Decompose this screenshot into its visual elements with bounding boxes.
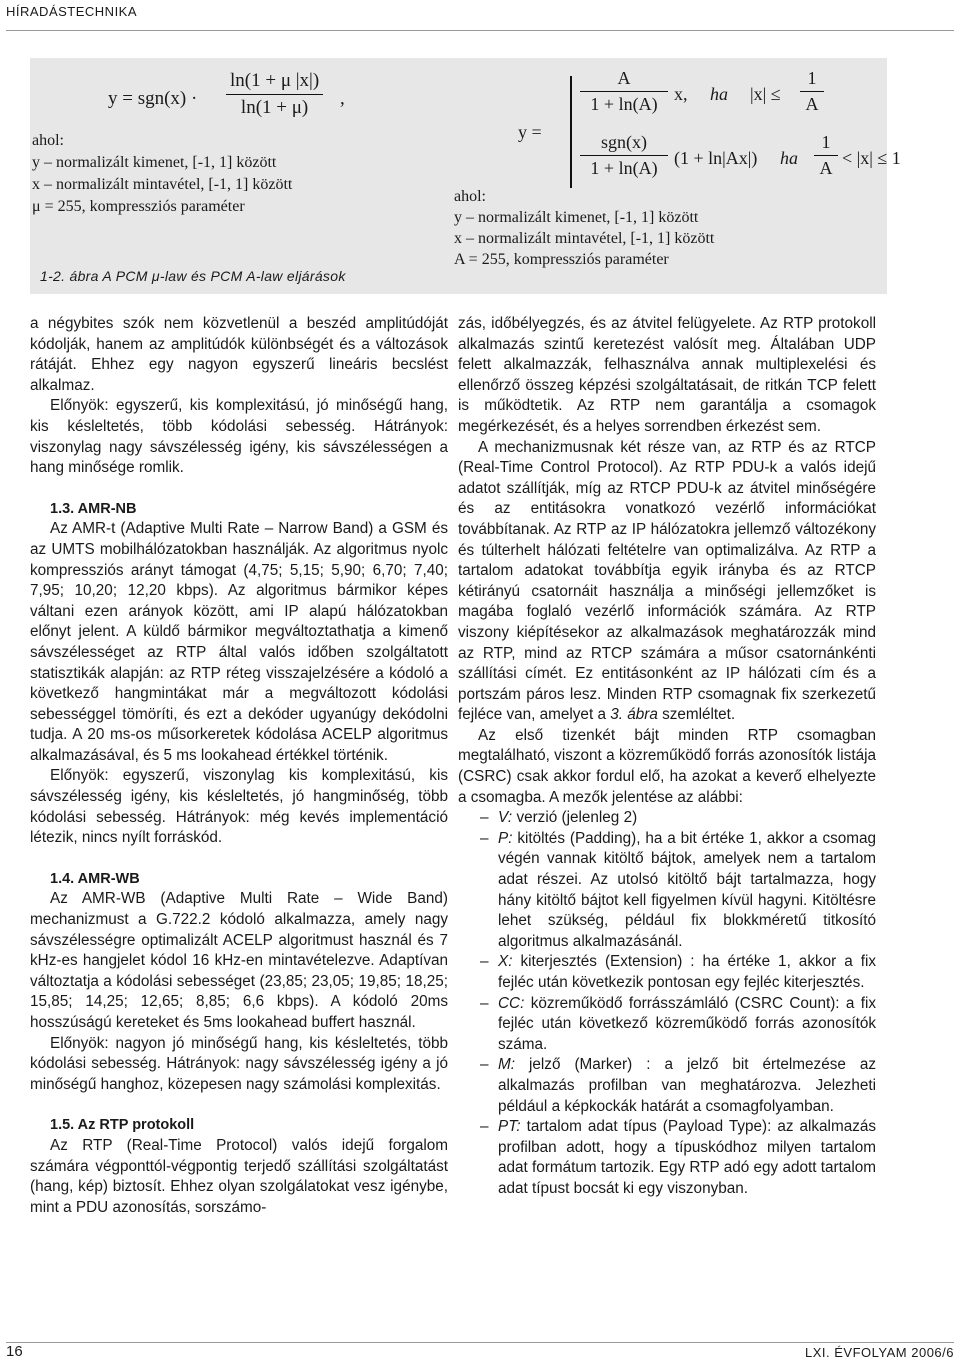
field-text: verzió (jelenleg 2) <box>516 809 638 827</box>
field-key: M: <box>498 1056 515 1074</box>
mu-law-lhs: y = sgn(x) · <box>108 88 198 109</box>
left-column <box>30 314 448 1218</box>
page-header <box>6 0 954 31</box>
case1-numerator: A <box>617 68 631 88</box>
right-column <box>458 314 876 1200</box>
legend-line: y – normalizált kimenet, [-1, 1] között <box>454 209 699 226</box>
field-key: PT: <box>498 1118 521 1136</box>
case2-expr: (1 + ln|Ax|) <box>674 148 758 168</box>
case2-condition: < |x| ≤ 1 <box>842 148 901 168</box>
field-key: V: <box>498 809 513 827</box>
field-text: kiterjesztés (Extension) : ha értéke 1, akkor a fix fejléc után következik pontosan egy fejléc kiterjesztés. <box>498 953 877 991</box>
paragraph: a négybites szók nem közvetlenül a beszéd amplitúdóját kódolják, hanem az amplitúdók különbségét és a változások rátáját. Ehhez egy nagyon egyszerű lineáris becslést alkalmaz. <box>30 315 448 394</box>
bound-denominator: A <box>805 94 819 114</box>
list-item: – CC: közreműködő forrásszámláló (CSRC Count): a fix fejléc után következő közreműködő forrás azonosítók száma. <box>480 994 876 1053</box>
legend-where: ahol: <box>454 188 486 205</box>
lower-denominator: A <box>819 158 833 178</box>
case1-condition: |x| ≤ <box>750 84 781 104</box>
paragraph: Előnyök: egyszerű, kis komplexitású, jó minőségű hang, kis késleltetés, több kódolási sebesség. Hátrányok: viszonylag nagy sávszélesség igény, kis sávszélességen a hang minősége romlik. <box>30 397 448 477</box>
footer-rule <box>6 1342 954 1343</box>
paragraph: Az AMR-WB (Adaptive Multi Rate – Wide Band) mechanizmust a G.722.2 kódoló alkalmazza, amely nagy sávszélességre optimalizált ACELP algoritmust használ és 7 kHz-es hangjelet kódol 16 kHz-en mintavételezve. Adaptívan változtatja a kódolási sebességet (23,85; 23,05; 19,85; 18,25; 15,85; 14,25; 12,65; 8,85; 6,6 kbps). A kódoló 20ms hosszúságú kereteket és 5ms lookahead buffert használ. <box>30 890 448 1031</box>
legend-line: x – normalizált mintavétel, [-1, 1] között <box>32 176 293 193</box>
field-text: tartalom adat típus (Payload Type): az alkalmazás profilban adott, hogy a típuskódhoz milyen tartalom adat formátum tartozik. Egy RTP adó egy adott tartalom adat típust bocsát ki egy viszonyban. <box>498 1118 877 1197</box>
journal-title: HÍRADÁSTECHNIKA <box>6 4 138 19</box>
paragraph-text: szemléltet. <box>662 706 736 724</box>
a-law-legend <box>454 186 714 270</box>
case1-denominator: 1 + ln(A) <box>590 94 658 114</box>
list-item: – X: kiterjesztés (Extension) : ha értéke 1, akkor a fix fejléc után következik pontosan egy fejléc kiterjesztés. <box>480 953 877 991</box>
fraction-bar <box>814 155 838 156</box>
list-item: – P: kitöltés (Padding), ha a bit értéke 1, akkor a csomag végén vannak kitöltő bájtok, amelyek nem a tartalom adat részei. Az utolsó kitöltő bájt tartalmazza, hogy hány kitöltő bájtot kell figyelmen kívül hagyni. Kitöltésre lehet szükség, például fix blokkméretű titkosító algoritmus alkalmazásánál. <box>480 829 877 950</box>
fraction-bar <box>226 94 323 95</box>
a-law-case1-fraction <box>580 68 668 115</box>
case1-bound-fraction <box>800 68 824 115</box>
paragraph: Az első tizenkét bájt minden RTP csomagban megtalálható, viszont a közreműködő forrás azonosítók listája (CSRC) csak akkor fordul elő, ha azokat a keverő elhelyezte a csomagba. A mezők jelentése az alábbi: <box>458 726 876 806</box>
paragraph: Az AMR-t (Adaptive Multi Rate – Narrow Band) a GSM és az UMTS mobilhálózatokban használják. Az algoritmus nyolc kompressziós arányt támogat (4,75; 5,15; 5,90; 6,70; 7,40; 7,95; 10,20; 12,20 kbps). Az algoritmus bármikor képes váltani ezen arányok között, ami IP alapú hálózatokban előnyt jelent. A küldő bármikor megváltoztathatja a kimenő sávszélességet az RTP által valós időben szolgáltatott statisztikák alapján: az RTP réteg visszajelzésére a kódoló a következő hangmintákat már a megváltozott kódolási sebességgel tömöríti, és ezt a dekóder ugyanúgy dekódolni tudja. A 20 ms-os műsorkeretek kódolása ACELP algoritmus alkalmazásával, és 5 ms lookahead értékkel történik. <box>30 520 448 764</box>
field-key: X: <box>498 953 513 971</box>
section-heading: 1.4. AMR-WB <box>50 870 140 887</box>
case2-lower-fraction <box>814 132 838 179</box>
a-law-lhs: y = <box>518 122 542 142</box>
mu-law-fraction <box>226 70 323 119</box>
field-text: kitöltés (Padding), ha a bit értéke 1, akkor a csomag végén vannak kitöltő bájtok, amelyek nem a tartalom adat részei. Az utolsó kitöltő bájt tartalmazza, hogy hány kitöltő bájtot kell figyelmen kívül hagyni. Kitöltésre lehet szükség, például fix blokkméretű titkosító algoritmus alkalmazásánál. <box>498 829 877 950</box>
list-item: – PT: tartalom adat típus (Payload Type): az alkalmazás profilban adott, hogy a típuskódhoz milyen tartalom adat formátum tartozik. Egy RTP adó egy adott tartalom adat típust bocsát ki egy viszonyban. <box>480 1118 877 1197</box>
mu-law-numerator: ln(1 + μ |x|) <box>230 70 320 91</box>
legend-line: x – normalizált mintavétel, [-1, 1] között <box>454 230 715 247</box>
fraction-bar <box>800 91 824 92</box>
case2-numerator: sgn(x) <box>601 132 647 152</box>
figure-reference: 3. ábra <box>610 706 658 724</box>
field-key: P: <box>498 829 513 847</box>
mu-law-denominator: ln(1 + μ) <box>240 97 309 118</box>
legend-line: μ = 255, kompressziós paraméter <box>32 198 245 215</box>
figure-1-2 <box>30 58 901 294</box>
bound-numerator: 1 <box>807 68 817 88</box>
paragraph-text: A mechanizmusnak két része van, az RTP és az RTCP (Real-Time Control Protocol). Az RTP PDU-k a valós idejű adatot szállítják, míg az RTCP PDU-k az átvitel minőségére és az entitásokra vonatkozó vezérlő információkat továbbítanak. Az RTP az IP hálózatokra jellemző változékony és túlterhelt hálózati feltételre van optimalizálva. Az RTP a tartalom adatokat továbbítja egyik irányba és az RTCP kétirányú csatornáit használja a minőségi jellemzőket is magába foglaló vezérlő információk számára. Az RTP viszony kiépítésekor az alkalmazások meghatározzák mind az RTP, mind az RTCP számára a műsor csatornánkénti szállítási címét. Ez entitásonként az IP hálózati cím és a portszám páros lesz. Minden RTP csomagnak fix szerkezetű fejléce van, amelyet a <box>458 438 876 724</box>
list-item: – M: jelző (Marker) : a jelző bit értelmezése az alkalmazás profilban van meghatározva. Jelezheti például a képkockák határát a csomagfolyamban. <box>480 1056 877 1115</box>
field-list <box>458 808 876 1199</box>
section-heading: 1.3. AMR-NB <box>50 500 137 517</box>
mu-law-legend <box>32 130 292 218</box>
lower-numerator: 1 <box>821 132 831 152</box>
paragraph: zás, időbélyegzés, és az átvitel felügyelete. Az RTP protokoll alkalmazás szintű keretezést valósít meg. Általában UDP felett alkalmazzák, felhasználva annak multiplexelési és ellenőrző összeg képzési szolgáltatásait, de ritkán TCP felett is működtetik. Az RTP nem garantálja a csomagok megérkezését, és a helyes sorrendben érkezést sem. <box>458 315 876 435</box>
page-number: 16 <box>6 1343 23 1360</box>
legend-line: A = 255, kompressziós paraméter <box>454 251 669 268</box>
fraction-bar <box>580 155 668 156</box>
case1-ha: ha <box>710 84 728 104</box>
legend-where: ahol: <box>32 132 64 149</box>
issue-label: LXI. ÉVFOLYAM 2006/6 <box>805 1345 954 1360</box>
case2-denominator: 1 + ln(A) <box>590 158 658 178</box>
legend-line: y – normalizált kimenet, [-1, 1] között <box>32 154 277 171</box>
a-law-case2-fraction <box>580 132 668 179</box>
paragraph: Az RTP (Real-Time Protocol) valós idejű forgalom számára végponttól-végpontig terjedő szállítási szolgáltatást (hang, kép) biztosít. Ehhez olyan szolgálatokat vesz igénybe, mint a PDU azonosítás, sorszámo- <box>30 1136 448 1216</box>
field-key: CC: <box>498 994 525 1012</box>
paragraph: Előnyök: nagyon jó minőségű hang, kis késleltetés, több kódolási sebesség. Hátrányok: nagy sávszélesség igény a jó minőségű hanghoz, közepesen nagy számolási komplexitás. <box>30 1034 448 1093</box>
mu-law-comma: , <box>340 88 345 109</box>
case2-ha: ha <box>780 148 798 168</box>
field-text: közreműködő forrásszámláló (CSRC Count): a fix fejléc után következő közreműködő forrás azonosítók száma. <box>498 994 876 1053</box>
paragraph: Előnyök: egyszerű, viszonylag kis komplexitású, kis sávszélesség igény, kis késleltetés, jó hangminőség, több kódolási sebesség. Hátrányok: még kevés implementáció létezik, nincs nyílt forráskód. <box>30 767 448 847</box>
field-text: jelző (Marker) : a jelző bit értelmezése az alkalmazás profilban van meghatározva. Jelezheti például a képkockák határát a csomagfolyamban. <box>498 1056 877 1115</box>
list-item: – V: verzió (jelenleg 2) <box>480 809 638 827</box>
fraction-bar <box>580 91 668 92</box>
figure-caption: 1-2. ábra A PCM μ-law és PCM A-law eljárások <box>40 268 346 284</box>
case1-expr: x, <box>674 84 688 104</box>
paragraph <box>458 438 876 726</box>
section-heading: 1.5. Az RTP protokoll <box>50 1117 195 1134</box>
